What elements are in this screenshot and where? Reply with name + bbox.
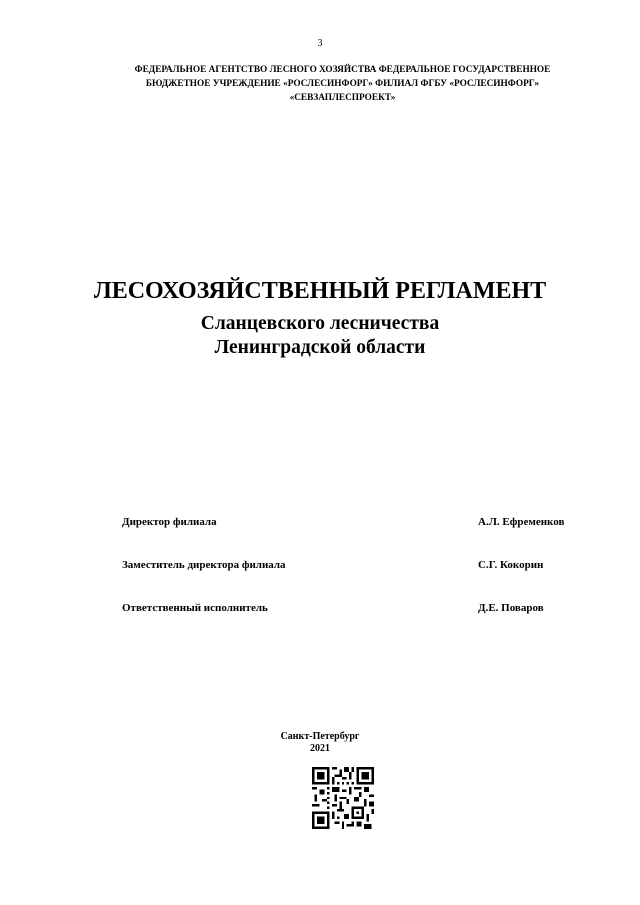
page-number: 3 — [317, 38, 323, 49]
signature-row — [122, 602, 587, 645]
document-title: ЛЕСОХОЗЯЙСТВЕННЫЙ РЕГЛАМЕНТ — [93, 278, 547, 304]
organization-line: БЮДЖЕТНОЕ УЧРЕЖДЕНИЕ «РОСЛЕСИНФОРГ» ФИЛИАЛ ФГБУ «РОСЛЕСИНФОРГ» — [145, 79, 540, 89]
signature-role: Ответственный исполнитель — [122, 602, 268, 614]
document-subtitle — [0, 312, 640, 360]
signature-name: А.Л. Ефременков — [478, 516, 565, 528]
signature-name: Д.Е. Поваров — [478, 602, 544, 614]
year: 2021 — [310, 743, 330, 754]
organization-header — [90, 63, 595, 105]
city: Санкт-Петербург — [280, 731, 360, 742]
qr-code-icon — [312, 767, 374, 829]
organization-line: ФЕДЕРАЛЬНОЕ АГЕНТСТВО ЛЕСНОГО ХОЗЯЙСТВА ФЕДЕРАЛЬНОЕ ГОСУДАРСТВЕННОЕ — [134, 65, 551, 75]
signature-block — [122, 516, 587, 645]
signature-row — [122, 559, 587, 602]
signature-role: Директор филиала — [122, 516, 217, 528]
organization-line: «СЕВЗАПЛЕСПРОЕКТ» — [289, 93, 396, 103]
signature-role: Заместитель директора филиала — [122, 559, 286, 571]
signature-name: С.Г. Кокорин — [478, 559, 544, 571]
signature-row — [122, 516, 587, 559]
subtitle-line-forestry: Сланцевского лесничества — [200, 313, 440, 334]
subtitle-line-region: Ленинградской области — [214, 337, 426, 358]
place-and-year — [0, 731, 640, 755]
